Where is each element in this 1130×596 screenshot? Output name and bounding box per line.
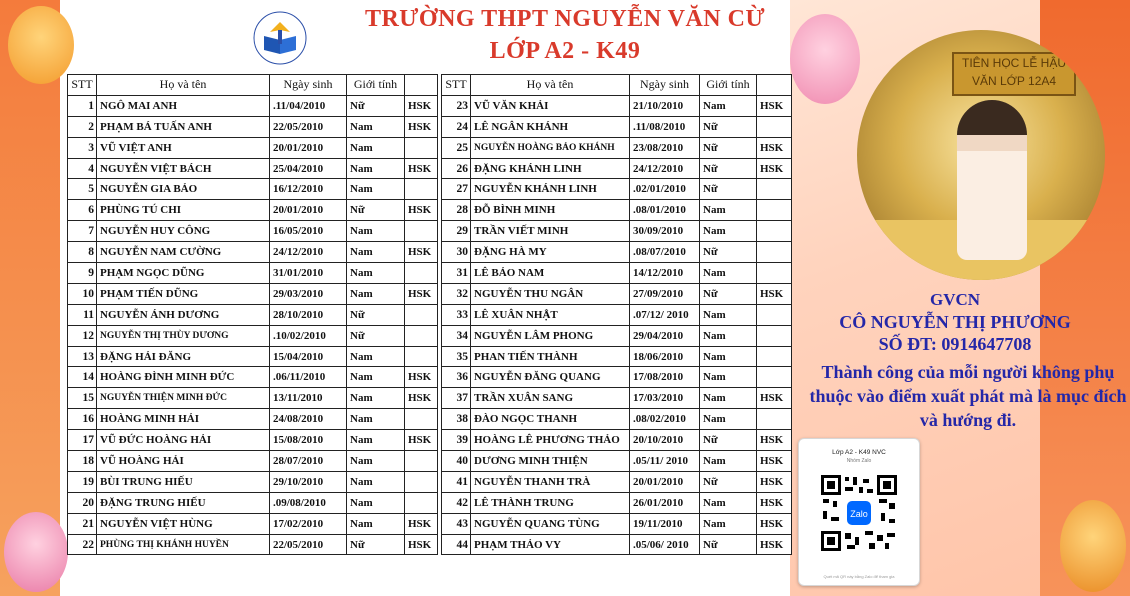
student-hsk: HSK — [405, 534, 438, 555]
student-hsk — [757, 116, 792, 137]
student-gender: Nam — [347, 179, 405, 200]
student-stt: 37 — [442, 388, 471, 409]
student-gender: Nam — [347, 367, 405, 388]
student-gender: Nam — [700, 325, 757, 346]
table-row — [442, 137, 792, 158]
teacher-role: GVCN — [929, 290, 981, 309]
student-name: PHẠM BÁ TUẤN ANH — [97, 116, 270, 137]
student-dob: 16/12/2010 — [270, 179, 347, 200]
student-name: NGUYỄN QUANG TÙNG — [471, 513, 630, 534]
student-dob: 22/05/2010 — [270, 116, 347, 137]
left-decor-band — [0, 0, 60, 596]
header-hsk — [405, 75, 438, 96]
qr-title: Lớp A2 - K49 NVC — [832, 449, 886, 456]
student-gender: Nam — [700, 409, 757, 430]
student-stt: 33 — [442, 304, 471, 325]
student-stt: 23 — [442, 95, 471, 116]
table-row — [68, 179, 438, 200]
school-title: TRƯỜNG THPT NGUYỄN VĂN CỪ — [364, 6, 766, 32]
student-name: NGUYỄN KHÁNH LINH — [471, 179, 630, 200]
table-header-row — [68, 75, 438, 96]
student-name: NGUYỄN VIỆT HÙNG — [97, 513, 270, 534]
student-hsk — [757, 325, 792, 346]
table-row — [442, 492, 792, 513]
student-dob: .08/01/2010 — [630, 200, 700, 221]
student-name: ĐẶNG HẢI ĐĂNG — [97, 346, 270, 367]
student-gender: Nam — [700, 200, 757, 221]
header-name: Họ và tên — [471, 75, 630, 96]
table-row — [68, 513, 438, 534]
student-stt: 25 — [442, 137, 471, 158]
student-dob: 30/09/2010 — [630, 221, 700, 242]
student-gender: Nữ — [700, 158, 757, 179]
student-gender: Nam — [700, 304, 757, 325]
student-dob: 29/10/2010 — [270, 471, 347, 492]
student-hsk: HSK — [405, 430, 438, 451]
student-gender: Nữ — [347, 534, 405, 555]
student-gender: Nam — [347, 221, 405, 242]
student-gender: Nữ — [347, 95, 405, 116]
student-name: ĐÀO NGỌC THANH — [471, 409, 630, 430]
teacher-figure — [957, 100, 1027, 260]
student-stt: 40 — [442, 451, 471, 472]
student-dob: 13/11/2010 — [270, 388, 347, 409]
student-name: NGUYỄN ÁNH DƯƠNG — [97, 304, 270, 325]
table-row — [442, 95, 792, 116]
student-dob: 19/11/2010 — [630, 513, 700, 534]
student-hsk — [405, 221, 438, 242]
student-stt: 11 — [68, 304, 97, 325]
header-gender: Giới tính — [347, 75, 405, 96]
student-name: DƯƠNG MINH THIỆN — [471, 451, 630, 472]
student-stt: 13 — [68, 346, 97, 367]
student-dob: 28/10/2010 — [270, 304, 347, 325]
student-hsk: HSK — [405, 158, 438, 179]
student-stt: 4 — [68, 158, 97, 179]
table-row — [442, 451, 792, 472]
student-stt: 14 — [68, 367, 97, 388]
student-gender: Nữ — [700, 534, 757, 555]
student-hsk — [405, 179, 438, 200]
student-stt: 27 — [442, 179, 471, 200]
student-name: NGÔ MAI ANH — [97, 95, 270, 116]
student-name: LÊ BẢO NAM — [471, 263, 630, 284]
student-name: ĐẶNG KHÁNH LINH — [471, 158, 630, 179]
table-row — [68, 409, 438, 430]
student-hsk: HSK — [757, 471, 792, 492]
student-stt: 36 — [442, 367, 471, 388]
student-gender: Nam — [347, 513, 405, 534]
table-row — [68, 534, 438, 555]
student-dob: .02/01/2010 — [630, 179, 700, 200]
student-gender: Nam — [347, 116, 405, 137]
table-row — [68, 492, 438, 513]
student-dob: .08/02/2010 — [630, 409, 700, 430]
student-name: ĐẶNG HÀ MY — [471, 242, 630, 263]
student-hsk — [405, 263, 438, 284]
student-name: NGUYỄN THỊ THÙY DƯƠNG — [97, 325, 270, 346]
student-name: NGUYỄN HOÀNG BẢO KHÁNH — [471, 137, 630, 158]
student-name: HOÀNG MINH HẢI — [97, 409, 270, 430]
student-stt: 16 — [68, 409, 97, 430]
student-hsk: HSK — [405, 116, 438, 137]
student-stt: 24 — [442, 116, 471, 137]
header-hsk — [757, 75, 792, 96]
table-row — [442, 346, 792, 367]
student-name: VŨ VIỆT ANH — [97, 137, 270, 158]
table-row — [442, 158, 792, 179]
student-dob: .07/12/ 2010 — [630, 304, 700, 325]
table-row — [442, 304, 792, 325]
student-gender: Nữ — [700, 283, 757, 304]
student-hsk: HSK — [757, 137, 792, 158]
student-gender: Nam — [347, 388, 405, 409]
student-hsk: HSK — [757, 388, 792, 409]
student-stt: 12 — [68, 325, 97, 346]
student-hsk: HSK — [757, 492, 792, 513]
student-stt: 7 — [68, 221, 97, 242]
table-row — [68, 200, 438, 221]
student-dob: 29/04/2010 — [630, 325, 700, 346]
student-name: PHẠM NGỌC DŨNG — [97, 263, 270, 284]
student-stt: 22 — [68, 534, 97, 555]
student-hsk: HSK — [405, 367, 438, 388]
student-gender: Nam — [347, 451, 405, 472]
student-stt: 30 — [442, 242, 471, 263]
student-stt: 28 — [442, 200, 471, 221]
student-dob: 20/01/2010 — [270, 200, 347, 221]
student-gender: Nữ — [700, 116, 757, 137]
student-stt: 8 — [68, 242, 97, 263]
student-hsk: HSK — [757, 158, 792, 179]
student-hsk — [757, 304, 792, 325]
student-stt: 21 — [68, 513, 97, 534]
table-row — [442, 325, 792, 346]
student-hsk — [405, 492, 438, 513]
header-dob: Ngày sinh — [630, 75, 700, 96]
table-row — [442, 179, 792, 200]
student-gender: Nam — [347, 492, 405, 513]
student-dob: 17/02/2010 — [270, 513, 347, 534]
student-stt: 32 — [442, 283, 471, 304]
teacher-photo — [857, 30, 1105, 280]
student-hsk — [757, 409, 792, 430]
class-title: LỚP A2 - K49 — [489, 38, 641, 64]
student-gender: Nam — [700, 492, 757, 513]
student-gender: Nữ — [700, 137, 757, 158]
student-name: NGUYỄN GIA BẢO — [97, 179, 270, 200]
student-dob: 18/06/2010 — [630, 346, 700, 367]
table-row — [442, 283, 792, 304]
student-stt: 2 — [68, 116, 97, 137]
student-name: NGUYỄN THU NGÂN — [471, 283, 630, 304]
student-stt: 35 — [442, 346, 471, 367]
student-dob: 24/12/2010 — [270, 242, 347, 263]
header-stt: STT — [442, 75, 471, 96]
student-gender: Nam — [347, 471, 405, 492]
student-dob: 31/01/2010 — [270, 263, 347, 284]
table-row — [442, 116, 792, 137]
student-name: LÊ THÀNH TRUNG — [471, 492, 630, 513]
student-name: HOÀNG LÊ PHƯƠNG THẢO — [471, 430, 630, 451]
student-name: TRẦN XUÂN SANG — [471, 388, 630, 409]
student-hsk — [405, 346, 438, 367]
table-row — [442, 430, 792, 451]
student-hsk — [757, 263, 792, 284]
student-gender: Nam — [347, 409, 405, 430]
student-dob: 25/04/2010 — [270, 158, 347, 179]
student-gender: Nam — [700, 95, 757, 116]
student-hsk — [757, 179, 792, 200]
student-table-right — [441, 74, 792, 555]
student-stt: 29 — [442, 221, 471, 242]
student-gender: Nữ — [347, 325, 405, 346]
student-dob: 14/12/2010 — [630, 263, 700, 284]
student-dob: 20/01/2010 — [270, 137, 347, 158]
student-dob: 27/09/2010 — [630, 283, 700, 304]
classroom-sign: TIÊN HỌC LỄ HẬU VĂN LỚP 12A4 — [952, 52, 1076, 96]
motto-quote: Thành công của mỗi người không phụ thuộc vào điểm xuất phát mà là mục đích và hướng đi. — [809, 362, 1127, 430]
student-stt: 26 — [442, 158, 471, 179]
student-stt: 20 — [68, 492, 97, 513]
student-hsk — [405, 451, 438, 472]
student-stt: 43 — [442, 513, 471, 534]
student-hsk: HSK — [757, 283, 792, 304]
student-hsk — [405, 471, 438, 492]
header-stt: STT — [68, 75, 97, 96]
student-hsk — [405, 409, 438, 430]
student-table-left — [67, 74, 438, 555]
student-dob: 22/05/2010 — [270, 534, 347, 555]
table-row — [68, 158, 438, 179]
student-hsk: HSK — [757, 430, 792, 451]
student-stt: 18 — [68, 451, 97, 472]
student-name: NGUYỄN NAM CƯỜNG — [97, 242, 270, 263]
student-name: VŨ HOÀNG HẢI — [97, 451, 270, 472]
student-dob: 28/07/2010 — [270, 451, 347, 472]
student-dob: 29/03/2010 — [270, 283, 347, 304]
student-name: LÊ NGÂN KHÁNH — [471, 116, 630, 137]
student-name: PHÙNG TÚ CHI — [97, 200, 270, 221]
student-hsk: HSK — [757, 513, 792, 534]
qr-footer: Quét mã QR này bằng Zalo để tham gia — [823, 574, 895, 579]
student-hsk: HSK — [757, 451, 792, 472]
student-hsk: HSK — [757, 95, 792, 116]
student-gender: Nam — [700, 367, 757, 388]
student-dob: 24/08/2010 — [270, 409, 347, 430]
student-name: VŨ VĂN KHẢI — [471, 95, 630, 116]
student-name: ĐẶNG TRUNG HIẾU — [97, 492, 270, 513]
student-stt: 17 — [68, 430, 97, 451]
student-stt: 39 — [442, 430, 471, 451]
student-hsk: HSK — [405, 200, 438, 221]
student-dob: 17/08/2010 — [630, 367, 700, 388]
student-hsk — [757, 200, 792, 221]
student-stt: 3 — [68, 137, 97, 158]
table-row — [68, 430, 438, 451]
student-stt: 31 — [442, 263, 471, 284]
student-stt: 42 — [442, 492, 471, 513]
student-hsk: HSK — [405, 513, 438, 534]
table-row — [442, 367, 792, 388]
student-dob: .05/11/ 2010 — [630, 451, 700, 472]
student-name: NGUYỄN LÂM PHONG — [471, 325, 630, 346]
table-row — [68, 346, 438, 367]
table-row — [68, 471, 438, 492]
student-dob: .09/08/2010 — [270, 492, 347, 513]
student-dob: .10/02/2010 — [270, 325, 347, 346]
header-gender: Giới tính — [700, 75, 757, 96]
student-gender: Nam — [347, 430, 405, 451]
student-dob: 21/10/2010 — [630, 95, 700, 116]
student-gender: Nam — [347, 242, 405, 263]
student-hsk — [757, 367, 792, 388]
student-hsk — [405, 137, 438, 158]
student-dob: .06/11/2010 — [270, 367, 347, 388]
student-hsk: HSK — [405, 388, 438, 409]
student-gender: Nam — [347, 346, 405, 367]
table-row — [68, 325, 438, 346]
table-row — [68, 388, 438, 409]
student-hsk — [757, 221, 792, 242]
student-hsk: HSK — [405, 95, 438, 116]
student-dob: .11/08/2010 — [630, 116, 700, 137]
student-stt: 15 — [68, 388, 97, 409]
student-gender: Nam — [347, 263, 405, 284]
student-stt: 41 — [442, 471, 471, 492]
student-hsk — [757, 346, 792, 367]
student-stt: 5 — [68, 179, 97, 200]
student-dob: 20/10/2010 — [630, 430, 700, 451]
student-gender: Nữ — [700, 430, 757, 451]
student-gender: Nam — [347, 158, 405, 179]
tiger-sticker-bottom-left — [4, 512, 68, 592]
svg-text:Zalo: Zalo — [850, 509, 868, 519]
student-dob: 20/01/2010 — [630, 471, 700, 492]
qr-subtitle: Nhóm Zalo — [846, 458, 872, 464]
student-dob: 17/03/2010 — [630, 388, 700, 409]
table-row — [442, 409, 792, 430]
student-gender: Nữ — [700, 179, 757, 200]
student-gender: Nữ — [700, 242, 757, 263]
student-gender: Nữ — [347, 200, 405, 221]
student-name: PHẠM THẢO VY — [471, 534, 630, 555]
student-stt: 1 — [68, 95, 97, 116]
table-row — [442, 534, 792, 555]
student-name: VŨ ĐỨC HOÀNG HẢI — [97, 430, 270, 451]
student-stt: 10 — [68, 283, 97, 304]
table-row — [68, 451, 438, 472]
teacher-name: CÔ NGUYỄN THỊ PHƯƠNG — [839, 312, 1071, 332]
student-hsk — [405, 304, 438, 325]
table-row — [68, 367, 438, 388]
student-name: PHAN TIẾN THÀNH — [471, 346, 630, 367]
table-row — [68, 242, 438, 263]
table-row — [442, 513, 792, 534]
table-row — [68, 137, 438, 158]
student-hsk — [757, 242, 792, 263]
table-row — [68, 95, 438, 116]
student-dob: 24/12/2010 — [630, 158, 700, 179]
header-name: Họ và tên — [97, 75, 270, 96]
student-name: PHÙNG THỊ KHÁNH HUYỀN — [97, 534, 270, 555]
student-name: LÊ XUÂN NHẬT — [471, 304, 630, 325]
student-gender: Nam — [347, 137, 405, 158]
table-row — [442, 200, 792, 221]
student-stt: 38 — [442, 409, 471, 430]
student-dob: 15/08/2010 — [270, 430, 347, 451]
table-row — [442, 471, 792, 492]
student-stt: 34 — [442, 325, 471, 346]
student-name: PHẠM TIẾN DŨNG — [97, 283, 270, 304]
student-gender: Nam — [700, 263, 757, 284]
header-dob: Ngày sinh — [270, 75, 347, 96]
teacher-phone: SỐ ĐT: 0914647708 — [878, 334, 1032, 354]
tiger-sticker-bottom-right — [1060, 500, 1126, 592]
student-hsk: HSK — [405, 283, 438, 304]
student-name: NGUYỄN HUY CÔNG — [97, 221, 270, 242]
table-row — [68, 304, 438, 325]
student-stt: 44 — [442, 534, 471, 555]
student-dob: .08/07/2010 — [630, 242, 700, 263]
student-name: NGUYỄN THIỆN MINH ĐỨC — [97, 388, 270, 409]
table-header-row — [442, 75, 792, 96]
table-row — [68, 221, 438, 242]
table-row — [68, 116, 438, 137]
student-hsk: HSK — [405, 242, 438, 263]
table-row — [68, 263, 438, 284]
table-row — [442, 388, 792, 409]
student-name: ĐỖ BÌNH MINH — [471, 200, 630, 221]
student-gender: Nam — [700, 221, 757, 242]
qr-code-icon[interactable] — [819, 473, 899, 553]
student-gender: Nam — [700, 346, 757, 367]
student-stt: 9 — [68, 263, 97, 284]
student-dob: .05/06/ 2010 — [630, 534, 700, 555]
table-row — [442, 263, 792, 284]
student-name: NGUYỄN VIỆT BÁCH — [97, 158, 270, 179]
zalo-qr-card[interactable] — [798, 438, 920, 586]
student-hsk — [405, 325, 438, 346]
student-name: TRẦN VIẾT MINH — [471, 221, 630, 242]
table-row — [442, 221, 792, 242]
student-dob: 16/05/2010 — [270, 221, 347, 242]
student-dob: .11/04/2010 — [270, 95, 347, 116]
student-gender: Nữ — [347, 304, 405, 325]
student-name: NGUYỄN THANH TRÀ — [471, 471, 630, 492]
student-name: HOÀNG ĐÌNH MINH ĐỨC — [97, 367, 270, 388]
student-gender: Nam — [700, 388, 757, 409]
student-dob: 26/01/2010 — [630, 492, 700, 513]
student-gender: Nam — [347, 283, 405, 304]
student-stt: 6 — [68, 200, 97, 221]
tiger-sticker-top-left — [8, 6, 74, 84]
student-hsk: HSK — [757, 534, 792, 555]
student-gender: Nữ — [700, 471, 757, 492]
student-dob: 15/04/2010 — [270, 346, 347, 367]
student-gender: Nam — [700, 451, 757, 472]
table-row — [68, 283, 438, 304]
student-stt: 19 — [68, 471, 97, 492]
student-gender: Nam — [700, 513, 757, 534]
student-name: BÙI TRUNG HIẾU — [97, 471, 270, 492]
student-dob: 23/08/2010 — [630, 137, 700, 158]
student-name: NGUYỄN ĐĂNG QUANG — [471, 367, 630, 388]
table-row — [442, 242, 792, 263]
